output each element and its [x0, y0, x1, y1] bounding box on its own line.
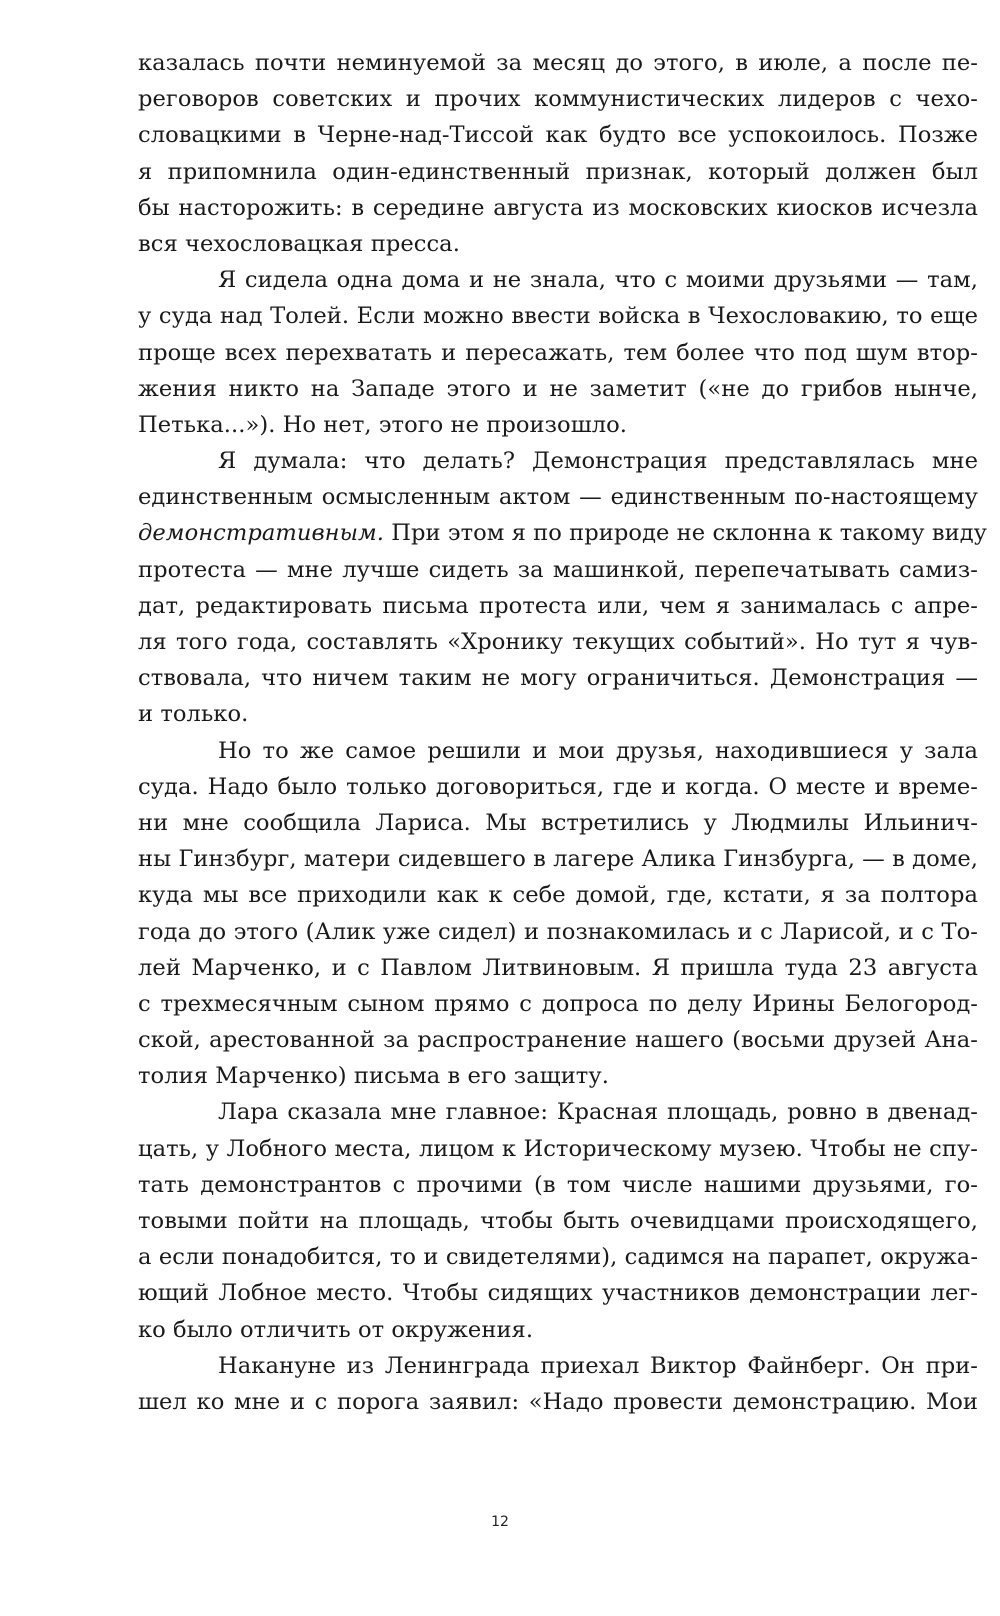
text-line: Петька...»). Но нет, этого не произошло. [138, 411, 628, 438]
paragraph [138, 733, 978, 1095]
text-line: дат, редактировать письма протеста или, чем я занималась с апре- [138, 592, 978, 619]
text-line: Я сидела одна дома и не знала, что с моими друзьями — там, [218, 267, 978, 294]
text-line: ны Гинзбург, матери сидевшего в лагере Алика Гинзбурга, — в доме, [138, 846, 978, 873]
text-line: тать демонстрантов с прочими (в том числе нашими друзьями, го- [138, 1171, 978, 1198]
text-line: лей Марченко, и с Павлом Литвиновым. Я пришла туда 23 августа [138, 954, 978, 981]
text-line: Но то же самое решили и мои друзья, находившиеся у зала [218, 737, 978, 764]
text-line: Лара сказала мне главное: Красная площадь, ровно в двенад- [218, 1099, 978, 1126]
text-line: бы насторожить: в середине августа из московских киосков исчезла [138, 194, 978, 221]
paragraph [138, 262, 978, 443]
text-line: Я думала: что делать? Демонстрация представлялась мне [218, 448, 978, 475]
text-line: реговоров советских и прочих коммунистических лидеров с чехо- [138, 86, 978, 113]
paragraph [138, 1094, 978, 1347]
text-line: а если понадобится, то и свидетелями), садимся на парапет, окружа- [138, 1244, 978, 1271]
text-line: шел ко мне и с порога заявил: «Надо провести демонстрацию. Мои [138, 1388, 978, 1415]
paragraph [138, 45, 978, 262]
text-line: с трехмесячным сыном прямо с допроса по делу Ирины Белогород- [138, 990, 978, 1017]
body-text [138, 45, 988, 1420]
text-line: ствовала, что ничем таким не могу ограничиться. Демонстрация — [138, 665, 978, 692]
text-line: жения никто на Западе этого и не заметит («не до грибов нынче, [138, 375, 978, 402]
text-line: ской, арестованной за распространение нашего (восьми друзей Ана- [138, 1027, 978, 1054]
text-line: словацкими в Черне-над-Тиссой как будто все успокоилось. Позже [138, 122, 978, 149]
paragraph [138, 1348, 978, 1420]
text-line: года до этого (Алик уже сидел) и познакомилась и с Ларисой, и с То- [138, 918, 978, 945]
text-line: товыми пойти на площадь, чтобы быть очевидцами происходящего, [138, 1208, 978, 1234]
text-line: вся чехословацкая пресса. [138, 230, 460, 257]
text-line: я припомнила один-единственный признак, который должен был [138, 158, 978, 185]
text-line: единственным осмысленным актом — единственным по-настоящему [138, 484, 978, 511]
text-line: Накануне из Ленинграда приехал Виктор Файнберг. Он при- [218, 1352, 978, 1379]
text-line: ющий Лобное место. Чтобы сидящих участников демонстрации лег- [138, 1280, 978, 1307]
text-line: суда. Надо было только договориться, где и когда. О месте и време- [138, 773, 978, 800]
text-line: ля того года, составлять «Хронику текущих событий». Но тут я чув- [138, 629, 978, 655]
text-line: протеста — мне лучше сидеть за машинкой, перепечатывать самиз- [138, 556, 978, 583]
text-line: и только. [138, 701, 249, 728]
text-line: куда мы все приходили как к себе домой, где, кстати, я за полтора [138, 882, 978, 909]
text-line: проще всех перехватать и пересажать, тем более что под шум втор- [138, 339, 978, 366]
emphasized-word: демонстративным. [138, 520, 385, 547]
text-line: толия Марченко) письма в его защиту. [138, 1063, 609, 1090]
text-line: ни мне сообщила Лариса. Мы встретились у Людмилы Ильинич- [138, 809, 978, 836]
paragraph [138, 443, 988, 733]
text-line: ко было отличить от окружения. [138, 1316, 534, 1343]
text-line: демонстративным. При этом я по природе не склонна к такому виду [138, 520, 988, 547]
text-line: казалась почти неминуемой за месяц до этого, в июле, а после пе- [138, 50, 978, 76]
text-line: у суда над Толей. Если можно ввести войска в Чехословакию, то еще [138, 303, 978, 330]
text-line: цать, у Лобного места, лицом к Историческому музею. Чтобы не спу- [138, 1135, 978, 1162]
page-number: 12 [491, 1514, 509, 1530]
